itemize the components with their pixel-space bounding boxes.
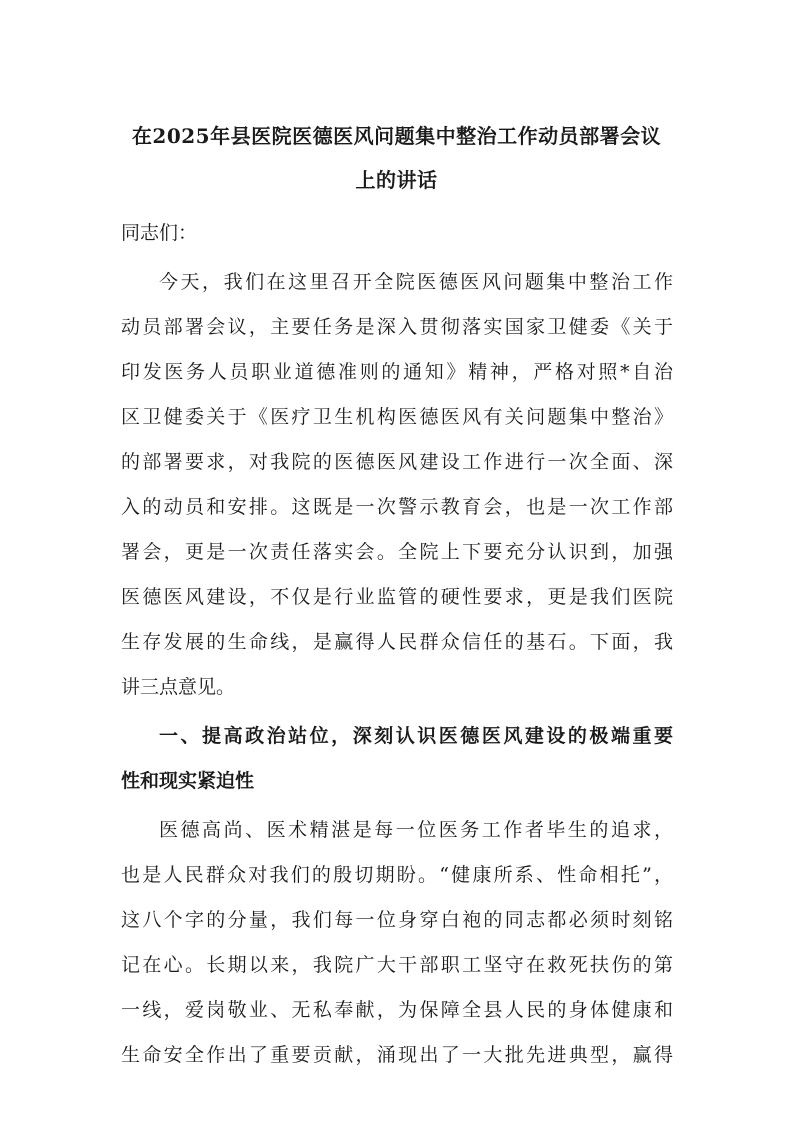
document-title-line-2: 上的讲话 bbox=[355, 168, 438, 192]
paragraph-1-line: 今天，我们在这里召开全院医德医风问题集中整治工作 bbox=[159, 271, 673, 293]
paragraph-1-line: 生存发展的生命线，是赢得人民群众信任的基石。下面，我 bbox=[121, 631, 673, 653]
paragraph-1-line: 印发医务人员职业道德准则的通知》精神，严格对照*自治 bbox=[121, 361, 673, 383]
document-title-line-1: 在2025年县医院医德医风问题集中整治工作动员部署会议 bbox=[131, 124, 662, 148]
paragraph-1-line: 医德医风建设，不仅是行业监管的硬性要求，更是我们医院 bbox=[121, 586, 673, 608]
paragraph-1-line: 动员部署会议，主要任务是深入贯彻落实国家卫健委《关于 bbox=[121, 316, 673, 338]
paragraph-2-line: 一线，爱岗敬业、无私奉献，为保障全县人民的身体健康和 bbox=[121, 999, 673, 1021]
section-heading-1-line: 性和现实紧迫性 bbox=[121, 770, 255, 792]
paragraph-1-line: 的部署要求，对我院的医德医风建设工作进行一次全面、深 bbox=[121, 451, 673, 473]
section-heading-1-line: 一、提高政治站位，深刻认识医德医风建设的极端重要 bbox=[159, 725, 673, 747]
paragraph-2-line: 生命安全作出了重要贡献，涌现出了一大批先进典型，赢得 bbox=[121, 1044, 673, 1066]
paragraph-1-line: 讲三点意见。 bbox=[121, 676, 236, 698]
paragraph-1-line: 署会，更是一次责任落实会。全院上下要充分认识到，加强 bbox=[121, 541, 673, 563]
paragraph-2-line: 记在心。长期以来，我院广大干部职工坚守在救死扶伤的第 bbox=[121, 954, 673, 976]
salutation: 同志们： bbox=[121, 222, 198, 244]
paragraph-2-line: 医德高尚、医术精湛是每一位医务工作者毕生的追求， bbox=[159, 819, 673, 841]
paragraph-1-line: 入的动员和安排。这既是一次警示教育会，也是一次工作部 bbox=[121, 496, 673, 518]
paragraph-2-line: 这八个字的分量，我们每一位身穿白袍的同志都必须时刻铭 bbox=[121, 909, 673, 931]
paragraph-1-line: 区卫健委关于《医疗卫生机构医德医风有关问题集中整治》 bbox=[121, 406, 673, 428]
paragraph-2-line: 也是人民群众对我们的殷切期盼。“健康所系、性命相托”， bbox=[121, 864, 673, 886]
